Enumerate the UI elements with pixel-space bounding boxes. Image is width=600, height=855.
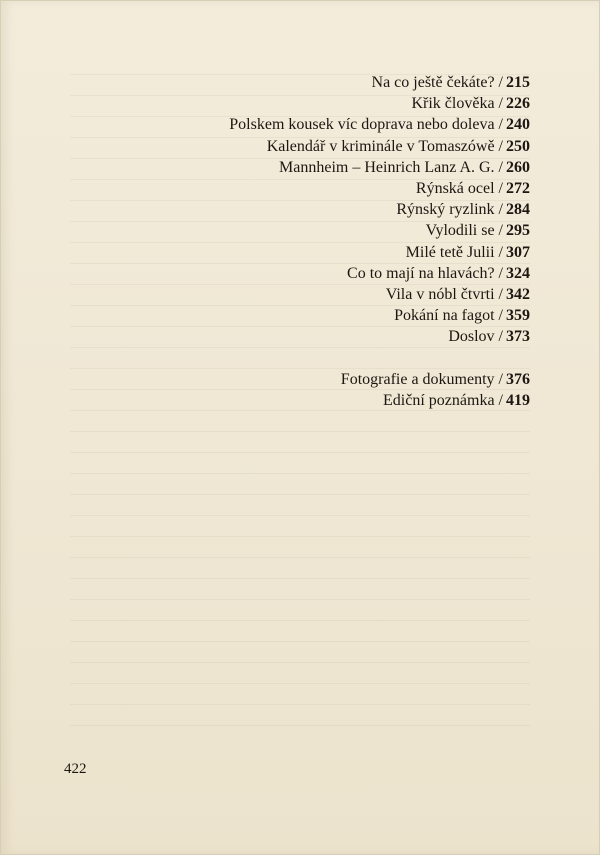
toc-separator: / bbox=[498, 307, 503, 325]
toc-entry bbox=[229, 72, 530, 93]
toc-entry-title: Doslov bbox=[448, 328, 495, 346]
toc-entry-page: 419 bbox=[506, 391, 530, 409]
toc-entry-page: 324 bbox=[506, 264, 530, 282]
toc-entry-title: Polskem kousek víc doprava nebo doleva bbox=[229, 116, 495, 134]
page-number: 422 bbox=[64, 761, 87, 777]
toc-separator: / bbox=[498, 243, 503, 261]
toc-entry bbox=[229, 199, 530, 220]
toc-entry-page: 215 bbox=[506, 74, 530, 91]
toc-entry bbox=[229, 220, 530, 241]
table-of-contents bbox=[229, 72, 530, 411]
toc-entry bbox=[229, 369, 530, 390]
toc-entry-page: 240 bbox=[506, 116, 530, 134]
toc-entry-page: 376 bbox=[506, 370, 530, 388]
toc-entry-title: Pokání na fagot bbox=[394, 307, 495, 325]
toc-entry bbox=[229, 284, 530, 305]
toc-entry-page: 295 bbox=[506, 222, 530, 240]
toc-separator: / bbox=[498, 95, 503, 113]
toc-entry-title: Rýnský ryzlink bbox=[396, 201, 495, 219]
toc-separator: / bbox=[498, 286, 503, 304]
toc-separator: / bbox=[498, 180, 503, 198]
toc-entry bbox=[229, 242, 530, 263]
toc-separator: / bbox=[498, 222, 503, 240]
toc-separator: / bbox=[498, 116, 503, 134]
toc-entry-page: 272 bbox=[506, 180, 530, 198]
toc-separator: / bbox=[498, 391, 503, 409]
toc-entry-title: Milé tetě Julii bbox=[405, 243, 495, 261]
toc-entry-title: Křik člověka bbox=[411, 95, 495, 113]
toc-entry bbox=[229, 326, 530, 347]
toc-separator: / bbox=[498, 201, 503, 219]
toc-entry bbox=[229, 157, 530, 178]
toc-separator: / bbox=[498, 328, 503, 346]
toc-entry-page: 260 bbox=[506, 158, 530, 176]
toc-spacer bbox=[229, 348, 530, 369]
toc-entry-title: Co to mají na hlavách? bbox=[347, 264, 495, 282]
toc-entry-title: Ediční poznámka bbox=[383, 391, 495, 409]
toc-entry-title: Kalendář v kriminále v Tomaszówě bbox=[266, 137, 495, 155]
toc-entry-page: 359 bbox=[506, 307, 530, 325]
toc-entry bbox=[229, 178, 530, 199]
toc-entry-page: 226 bbox=[506, 95, 530, 113]
toc-separator: / bbox=[498, 264, 503, 282]
toc-entry-page: 342 bbox=[506, 286, 530, 304]
toc-entry bbox=[229, 263, 530, 284]
toc-separator: / bbox=[498, 74, 503, 91]
toc-entry-page: 250 bbox=[506, 137, 530, 155]
toc-entry-page: 284 bbox=[506, 201, 530, 219]
toc-separator: / bbox=[498, 158, 503, 176]
toc-entry bbox=[229, 114, 530, 135]
toc-separator: / bbox=[498, 370, 503, 388]
toc-entry-title: Vylodili se bbox=[425, 222, 495, 240]
toc-separator: / bbox=[498, 137, 503, 155]
toc-entry-page: 307 bbox=[506, 243, 530, 261]
toc-entry bbox=[229, 305, 530, 326]
toc-entry bbox=[229, 136, 530, 157]
toc-entry-page: 373 bbox=[506, 328, 530, 346]
toc-entry-title: Rýnská ocel bbox=[415, 180, 495, 198]
toc-entry bbox=[229, 93, 530, 114]
toc-entry-title: Mannheim – Heinrich Lanz A. G. bbox=[279, 158, 495, 176]
toc-entry-title: Vila v nóbl čtvrti bbox=[385, 286, 495, 304]
toc-entry-title: Na co ještě čekáte? bbox=[371, 74, 495, 91]
toc-entry-title: Fotografie a dokumenty bbox=[340, 370, 495, 388]
toc-entry bbox=[229, 390, 530, 411]
